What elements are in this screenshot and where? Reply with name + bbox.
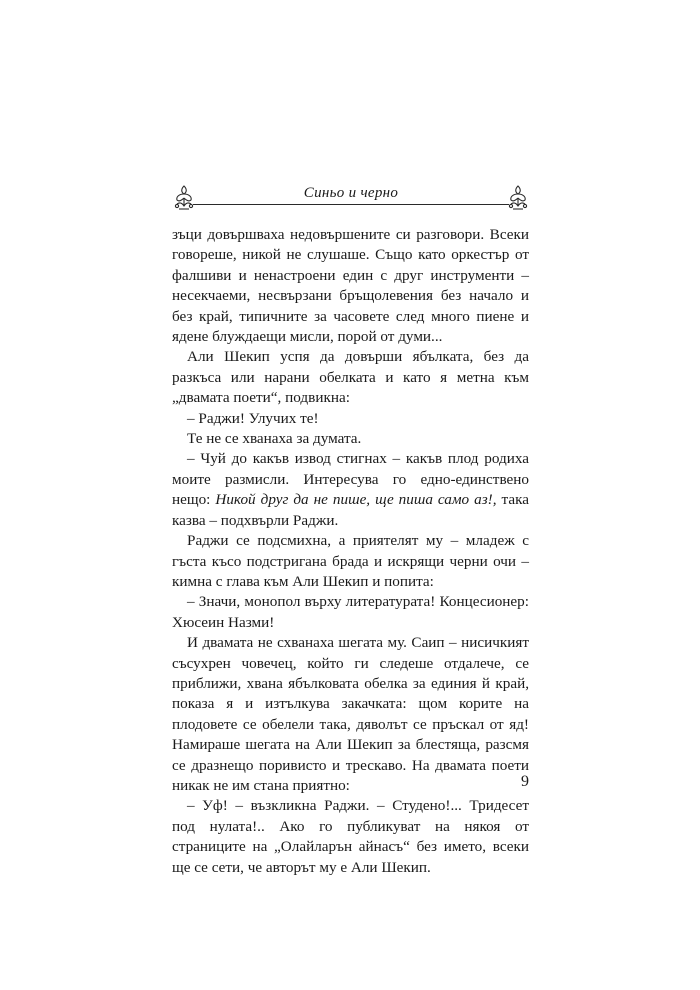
paragraph: Раджи се подсмихна, а приятелят му – младеж с гъста късо подстригана брада и искрящи черни очи – кимна с глава към Али Шекип и попита: — [172, 532, 529, 590]
running-title: Синьо и черно — [303, 185, 399, 201]
paragraph: Те не се хванаха за думата. — [187, 430, 362, 448]
dialogue-line: – Значи, монопол върху литературата! Концесионер: Хюсеин Назми! — [172, 593, 529, 631]
dialogue-line: – Раджи! Улучих те! — [187, 409, 319, 427]
page-number: 9 — [521, 773, 529, 790]
dialogue-text: така казва – подхвърли Раджи. — [172, 491, 529, 529]
body-text — [172, 225, 529, 878]
header-rule — [193, 204, 509, 205]
dialogue-line — [172, 449, 529, 531]
running-header — [173, 184, 529, 214]
paragraph: зъци довършваха недовършените си разговори. Всеки говореше, никой не слушаше. Също като оркестър от фалшиви и ненастроени един с друг инструменти – несекчаеми, несвързани бръщолевения без начало и без край, типичните за часовете след много пиене и ядене блуждаещи мисли, порой от думи... — [172, 226, 529, 346]
italic-quote: Никой друг да не пише, ще пиша само аз!, — [215, 491, 497, 509]
right-ornament-icon — [507, 184, 529, 212]
paragraph: Али Шекип успя да довърши ябълката, без да разкъса или нарани обелката и като я метна към „двамата поети“, подвикна: — [172, 348, 529, 407]
dialogue-line: – Уф! – възкликна Раджи. – Студено!... Тридесет под нулата!.. Ако го публикуват на някоя от страниците на „Олайларън айнасъ“ без името, всеки ще се сети, че авторът му е Али Шекип. — [172, 797, 529, 876]
paragraph: И двамата не схванаха шегата му. Саип – нисичкият съсухрен човечец, който ги следеше отдалече, се приближи, хвана ябълковата обелка за единия й край, показа я и изтълкува закачката: щом корите на плодовете се обелели така, дяволът се пръскал от яд! Намираше шегата на Али Шекип за блестяща, разсмя се дразнещо поривисто и трескаво. На двамата поети никак не им стана приятно: — [172, 634, 529, 794]
dialogue-text: – Чуй до какъв извод стигнах – какъв плод родиха моите размисли. Интересува го едно-единствено нещо: — [172, 450, 529, 509]
